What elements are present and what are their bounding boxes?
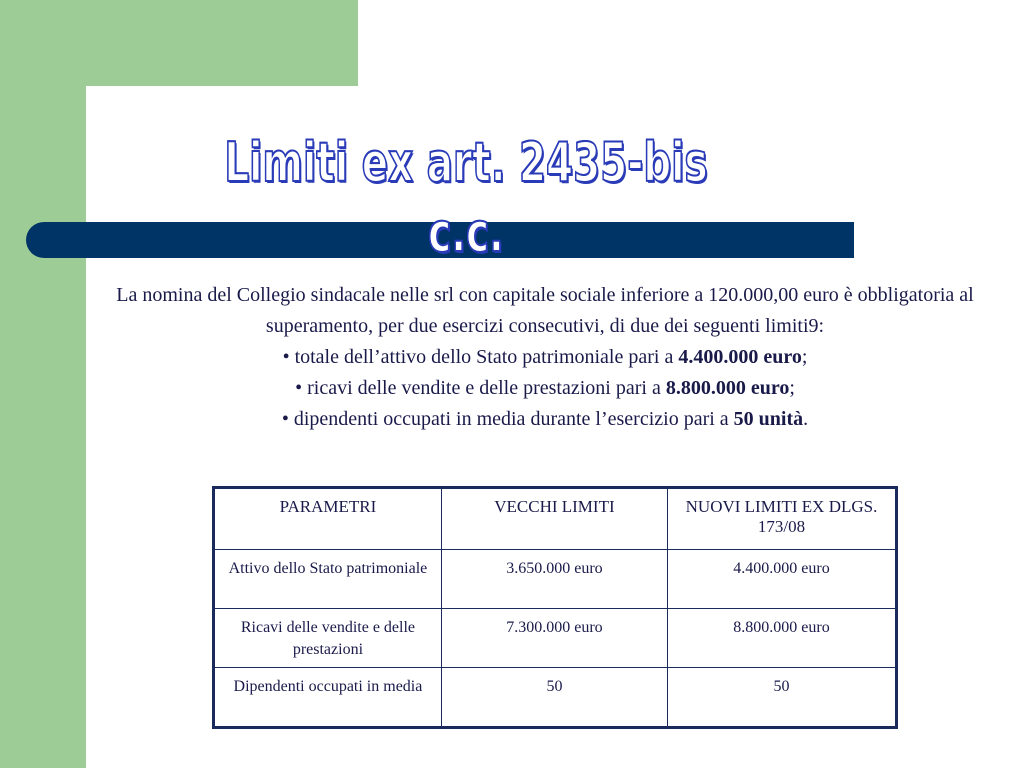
bullet-item bbox=[110, 373, 980, 404]
bullet-value: 8.800.000 euro bbox=[665, 377, 790, 399]
intro-text bbox=[110, 280, 980, 435]
intro-paragraph: La nomina del Collegio sindacale nelle srl con capitale sociale inferiore a 120.000,00 euro è obbligatoria al superamento, per due esercizi consecutivi, di due dei seguenti limiti9: bbox=[116, 284, 974, 337]
limits-table bbox=[212, 486, 898, 729]
table-row bbox=[214, 550, 897, 609]
table-cell: 8.800.000 euro bbox=[668, 609, 897, 668]
table-header-row bbox=[214, 488, 897, 550]
header-cell: NUOVI LIMITI EX DLGS. 173/08 bbox=[668, 488, 897, 550]
table-cell: 3.650.000 euro bbox=[441, 550, 667, 609]
table-row bbox=[214, 668, 897, 728]
bullet-text: • ricavi delle vendite e delle prestazioni pari a bbox=[295, 377, 666, 399]
table-cell: 4.400.000 euro bbox=[668, 550, 897, 609]
table-row bbox=[214, 609, 897, 668]
bullet-text: • totale dell’attivo dello Stato patrimoniale pari a bbox=[282, 346, 679, 368]
table-cell: 7.300.000 euro bbox=[441, 609, 667, 668]
bullet-value: 4.400.000 euro bbox=[678, 346, 802, 368]
top-green-block bbox=[86, 0, 358, 86]
table-cell: 50 bbox=[441, 668, 667, 728]
bullet-suffix: ; bbox=[801, 346, 808, 368]
bullet-item bbox=[110, 342, 980, 373]
bullet-suffix: ; bbox=[789, 377, 795, 399]
slide-title: Limiti ex art. 2435-bis c.c. bbox=[224, 131, 708, 264]
header-cell: PARAMETRI bbox=[214, 488, 442, 550]
bullet-item bbox=[110, 404, 980, 435]
table-cell: 50 bbox=[668, 668, 897, 728]
table-cell: Attivo dello Stato patrimoniale bbox=[214, 550, 442, 609]
left-green-bar bbox=[0, 0, 86, 768]
header-cell: VECCHI LIMITI bbox=[441, 488, 667, 550]
bullet-text: • dipendenti occupati in media durante l’esercizio pari a bbox=[281, 408, 734, 430]
bullet-value: 50 unità bbox=[733, 408, 804, 430]
bullet-suffix: . bbox=[803, 408, 809, 430]
table-cell: Dipendenti occupati in media bbox=[214, 668, 442, 728]
table-cell: Ricavi delle vendite e delle prestazioni bbox=[214, 609, 442, 668]
